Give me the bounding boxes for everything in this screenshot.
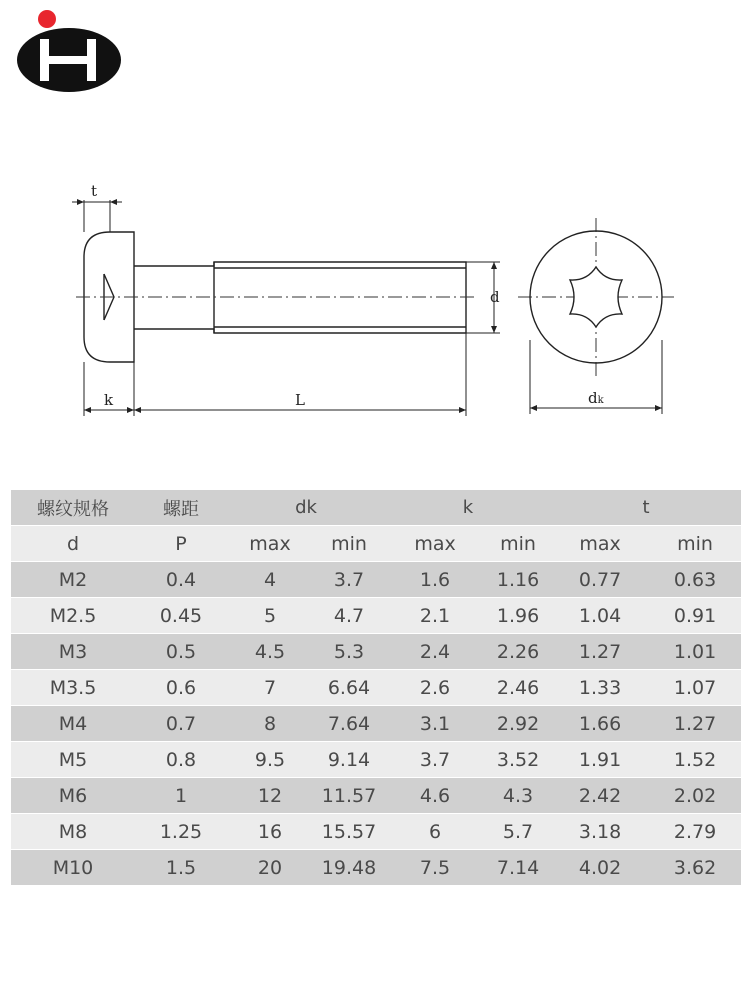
table-cell: 4.7 <box>313 598 385 634</box>
table-cell: M4 <box>11 706 135 742</box>
table-cell: 2.6 <box>385 670 485 706</box>
table-cell: 0.5 <box>135 634 227 670</box>
table-cell: 1.33 <box>551 670 649 706</box>
table-cell: 4.3 <box>485 778 551 814</box>
table-cell: 2.1 <box>385 598 485 634</box>
header-cell: t <box>551 490 741 526</box>
table-header-row-1 <box>11 490 741 526</box>
table-cell: 6 <box>385 814 485 850</box>
table-cell: 1.07 <box>649 670 741 706</box>
table-row <box>11 814 741 850</box>
header-cell: k <box>385 490 551 526</box>
table-header-row-2 <box>11 526 741 562</box>
screw-spec-table <box>11 490 741 886</box>
screw-technical-drawing <box>0 150 750 450</box>
table-row <box>11 850 741 886</box>
table-cell: 2.02 <box>649 778 741 814</box>
logo-red-dot <box>38 10 56 28</box>
header-cell: min <box>485 526 551 562</box>
table-cell: 3.62 <box>649 850 741 886</box>
table-cell: 19.48 <box>313 850 385 886</box>
table-cell: 2.42 <box>551 778 649 814</box>
table-cell: 1.04 <box>551 598 649 634</box>
torx-recess-icon <box>570 267 622 327</box>
table-cell: 3.18 <box>551 814 649 850</box>
table-cell: 2.79 <box>649 814 741 850</box>
table-cell: 20 <box>227 850 313 886</box>
table-row <box>11 706 741 742</box>
table-cell: 2.92 <box>485 706 551 742</box>
table-cell: 1.96 <box>485 598 551 634</box>
table-row <box>11 778 741 814</box>
table-cell: 5.3 <box>313 634 385 670</box>
table-cell: 2.46 <box>485 670 551 706</box>
table-cell: 6.64 <box>313 670 385 706</box>
logo-white-crossbar <box>49 56 87 64</box>
header-cell: max <box>385 526 485 562</box>
table-cell: 3.52 <box>485 742 551 778</box>
table-cell: 1.91 <box>551 742 649 778</box>
table-cell: 1.27 <box>551 634 649 670</box>
table-cell: 1.5 <box>135 850 227 886</box>
table-cell: 0.8 <box>135 742 227 778</box>
table-cell: 1.01 <box>649 634 741 670</box>
table-cell: M2.5 <box>11 598 135 634</box>
dim-label-dk: dk <box>588 389 604 407</box>
table-cell: 0.45 <box>135 598 227 634</box>
table-cell: 1 <box>135 778 227 814</box>
table-cell: 12 <box>227 778 313 814</box>
table-cell: M10 <box>11 850 135 886</box>
table-row <box>11 742 741 778</box>
dim-label-t: t <box>91 182 98 200</box>
header-cell: max <box>227 526 313 562</box>
table-cell: M5 <box>11 742 135 778</box>
table-cell: 1.16 <box>485 562 551 598</box>
table-cell: M8 <box>11 814 135 850</box>
table-cell: 2.4 <box>385 634 485 670</box>
table-cell: 11.57 <box>313 778 385 814</box>
table-cell: 9.14 <box>313 742 385 778</box>
table-cell: 16 <box>227 814 313 850</box>
dim-label-L: L <box>295 391 305 409</box>
dim-label-k: k <box>104 391 114 409</box>
table-cell: 1.66 <box>551 706 649 742</box>
header-cell: min <box>649 526 741 562</box>
table-cell: 5.7 <box>485 814 551 850</box>
table-cell: M6 <box>11 778 135 814</box>
table-cell: 8 <box>227 706 313 742</box>
table-cell: 1.52 <box>649 742 741 778</box>
table-cell: 0.63 <box>649 562 741 598</box>
header-cell: dk <box>227 490 385 526</box>
table-cell: 5 <box>227 598 313 634</box>
header-cell: d <box>11 526 135 562</box>
table-cell: M3 <box>11 634 135 670</box>
table-row <box>11 670 741 706</box>
header-cell: 螺纹规格 <box>11 490 135 526</box>
table-cell: 0.77 <box>551 562 649 598</box>
table-cell: 15.57 <box>313 814 385 850</box>
table-cell: 0.91 <box>649 598 741 634</box>
table-cell: 4.6 <box>385 778 485 814</box>
table-cell: 7 <box>227 670 313 706</box>
table-cell: M2 <box>11 562 135 598</box>
table-cell: 3.7 <box>313 562 385 598</box>
table-cell: 4.02 <box>551 850 649 886</box>
table-cell: 3.7 <box>385 742 485 778</box>
dim-label-d: d <box>490 288 500 306</box>
table-cell: 1.25 <box>135 814 227 850</box>
table-row <box>11 562 741 598</box>
table-cell: 0.6 <box>135 670 227 706</box>
table-cell: 2.26 <box>485 634 551 670</box>
table-cell: 1.6 <box>385 562 485 598</box>
header-cell: min <box>313 526 385 562</box>
table-cell: 4.5 <box>227 634 313 670</box>
logo-white-bar-left <box>40 39 49 81</box>
logo-white-bar-right <box>87 39 96 81</box>
brand-logo <box>14 10 124 94</box>
table-cell: 1.27 <box>649 706 741 742</box>
table-cell: 3.1 <box>385 706 485 742</box>
table-cell: 0.4 <box>135 562 227 598</box>
header-cell: max <box>551 526 649 562</box>
header-cell: 螺距 <box>135 490 227 526</box>
table-cell: 7.64 <box>313 706 385 742</box>
table-cell: M3.5 <box>11 670 135 706</box>
table-cell: 0.7 <box>135 706 227 742</box>
table-cell: 9.5 <box>227 742 313 778</box>
table-cell: 7.14 <box>485 850 551 886</box>
table-cell: 4 <box>227 562 313 598</box>
header-cell: P <box>135 526 227 562</box>
table-row <box>11 598 741 634</box>
table-cell: 7.5 <box>385 850 485 886</box>
table-row <box>11 634 741 670</box>
